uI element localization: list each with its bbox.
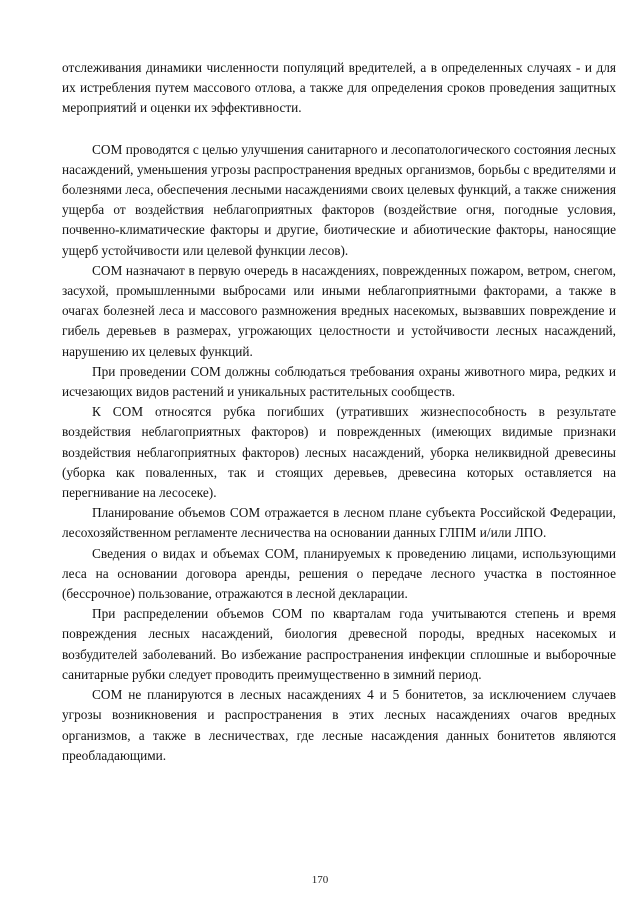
paragraph-continuation: отслеживания динамики численности популяций вредителей, а в определенных случаях - и для их истребления путем массового отлова, а также для определения сроков проведения защитных мероприятий и оценки их эффективности. [62, 60, 616, 116]
paragraph-exceptions: СОМ не планируются в лесных насаждениях 4 и 5 бонитетов, за исключением случаев угрозы возникновения и распространения в этих лесных насаждениях очагов вредных организмов, а также в лесничествах, где лесные насаждения данных бонитетов являются преобладающими. [62, 687, 616, 763]
paragraph-purpose: СОМ проводятся с целью улучшения санитарного и лесопатологического состояния лесных насаждений, уменьшения угрозы распространения вредных организмов, борьбы с вредителями и болезнями леса, обеспечения лесными насаждениями своих целевых функций, а также снижения ущерба от воздействия неблагоприятных факторов (воздействие огня, погодные условия, почвенно-климатические факторы и другие, биотические и абиотические факторы, наносящие ущерб устойчивости или целевой функции лесов). [62, 141, 616, 258]
paragraph-protection: При проведении СОМ должны соблюдаться требования охраны животного мира, редких и исчезающих видов растений и уникальных растительных сообществ. [62, 363, 616, 400]
paragraph-types: К СОМ относятся рубка погибших (утративших жизнеспособность в результате воздействия неблагоприятных факторов) и поврежденных (имеющих видимые признаки воздействия неблагоприятных факторов) лесных насаждений, уборка неликвидной древесины (уборка как поваленных, так и стоящих деревьев, древесина которых оставляется на перегнивание на лесосеке). [62, 404, 616, 501]
paragraph-gap [62, 119, 616, 140]
paragraph-planning: Планирование объемов СОМ отражается в лесном плане субъекта Российской Федерации, лесохозяйственном регламенте лесничества на основании данных ГЛПМ и/или ЛПО. [62, 505, 616, 541]
paragraph-declaration: Сведения о видах и объемах СОМ, планируемых к проведению лицами, использующими леса на основании договора аренды, решения о передаче лесного участка в постоянное (бессрочное) пользование, отражаются в лесной декларации. [62, 545, 616, 602]
paragraph-assignment: СОМ назначают в первую очередь в насаждениях, поврежденных пожаром, ветром, снегом, засухой, промышленными выбросами или иными неблагоприятными факторами, а также в очагах болезней леса и массового размножения вредных насекомых, вызвавших повреждение и гибель деревьев в размерах, угрожающих целостности и устойчивости лесных насаждений, нарушению их целевых функций. [62, 262, 616, 359]
page-number: 170 [311, 874, 329, 886]
paragraph-distribution: При распределении объемов СОМ по кварталам года учитываются степень и время повреждения лесных насаждений, биология древесной породы, вредных насекомых и возбудителей заболеваний. Во избежание распространения инфекции сплошные и выборочные санитарные рубки следует проводить преимущественно в зимний период. [62, 606, 616, 682]
document-page [62, 58, 616, 766]
